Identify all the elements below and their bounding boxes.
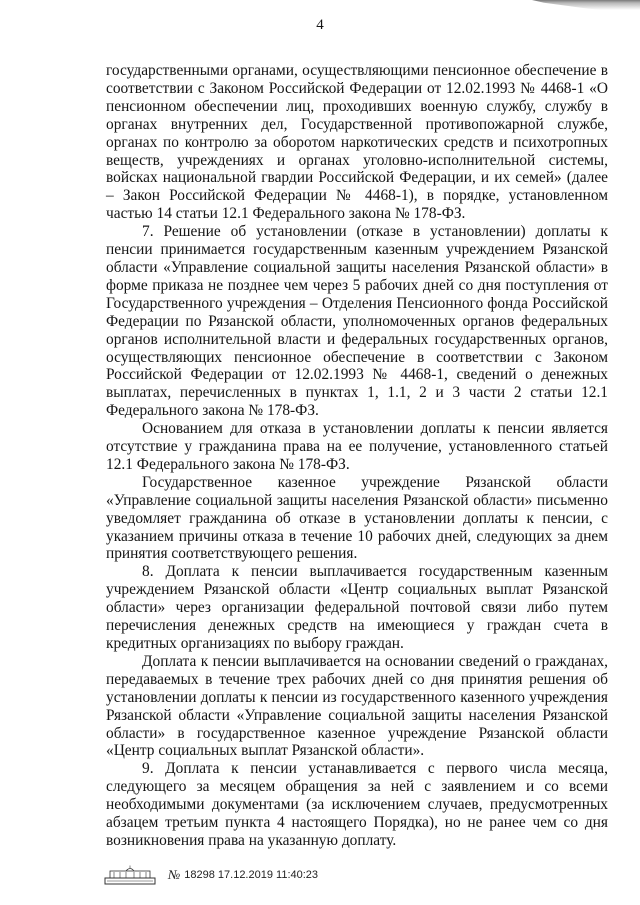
- scan-edge-artifact: [520, 0, 640, 14]
- paragraph-payment-basis: Доплата к пенсии выплачивается на основании сведений о гражданах, передаваемых в течение трех рабочих дней со дня принятия решения об установлении доплаты к пенсии из государственного казенного учреждения Рязанской области «Управление социальной защиты населения Рязанской области» в государственное казенное учреждение Рязанской области «Центр социальных выплат Рязанской области».: [106, 652, 608, 760]
- paragraph-item-9: 9. Доплата к пенсии устанавливается с первого числа месяца, следующего за месяцем обращения за ней с заявлением и со всеми необходимыми документами (за исключением случаев, предусмотренных абзацем третьим пункта 4 настоящего Порядка), но не ранее чем со дня возникновения права на указанную доплату.: [106, 760, 608, 849]
- paragraph-item-7: 7. Решение об установлении (отказе в установлении) доплаты к пенсии принимается государственным казенным учреждением Рязанской области «Управление социальной защиты населения Рязанской области» в форме приказа не позднее чем через 5 рабочих дней со дня поступления от Государственного учреждения – Отделения Пенсионного фонда Российской Федерации по Рязанской области, уполномоченных органов федеральных органов исполнительной власти и федеральных государственных органов, осуществляющих пенсионное обеспечение в соответствии с Законом Российской Федерации от 12.02.1993 № 4468-1, сведений о денежных выплатах, перечисленных в пунктах 1, 1.1, 2 и 3 части 2 статьи 12.1 Федерального закона № 178-ФЗ.: [106, 223, 608, 420]
- building-stamp-icon: [104, 865, 156, 885]
- registration-number-timestamp: 18298 17.12.2019 11:40:23: [184, 869, 319, 881]
- paragraph-refusal-notice: Государственное казенное учреждение Рязанской области «Управление социальной защиты населения Рязанской области» письменно уведомляет гражданина об отказе в установлении доплаты к пенсии, с указанием причины отказа в течение 10 рабочих дней, следующих за днем принятия соответствующего решения.: [106, 473, 608, 563]
- paragraph-item-8: 8. Доплата к пенсии выплачивается государственным казенным учреждением Рязанской области «Центр социальных выплат Рязанской области» через организации федеральной почтовой связи либо путем перечисления денежных средств на имеющиеся у граждан счета в кредитных организациях по выбору граждан.: [106, 563, 608, 652]
- document-footer: [104, 865, 318, 885]
- paragraph-continuation: государственными органами, осуществляющими пенсионное обеспечение в соответствии с Законом Российской Федерации от 12.02.1993 № 4468-1 «О пенсионном обеспечении лиц, проходивших военную службу, службу в органах внутренних дел, Государственной противопожарной службе, органах по контролю за оборотом наркотических средств и психотропных веществ, учреждениях и органах уголовно-исполнительной системы, войсках национальной гвардии Российской Федерации, и их семей» (далее – Закон Российской Федерации № 4468-1), в порядке, установленном частью 14 статьи 12.1 Федерального закона № 178-ФЗ.: [106, 62, 608, 223]
- page-number: 4: [316, 17, 324, 33]
- paragraph-refusal-basis: Основанием для отказа в установлении доплаты к пенсии является отсутствие у гражданина права на ее получение, установленного статьей 12.1 Федерального закона № 178-ФЗ.: [106, 420, 608, 473]
- registration-mark: №: [168, 867, 181, 882]
- registration-info: [168, 867, 318, 883]
- document-body: [106, 62, 608, 850]
